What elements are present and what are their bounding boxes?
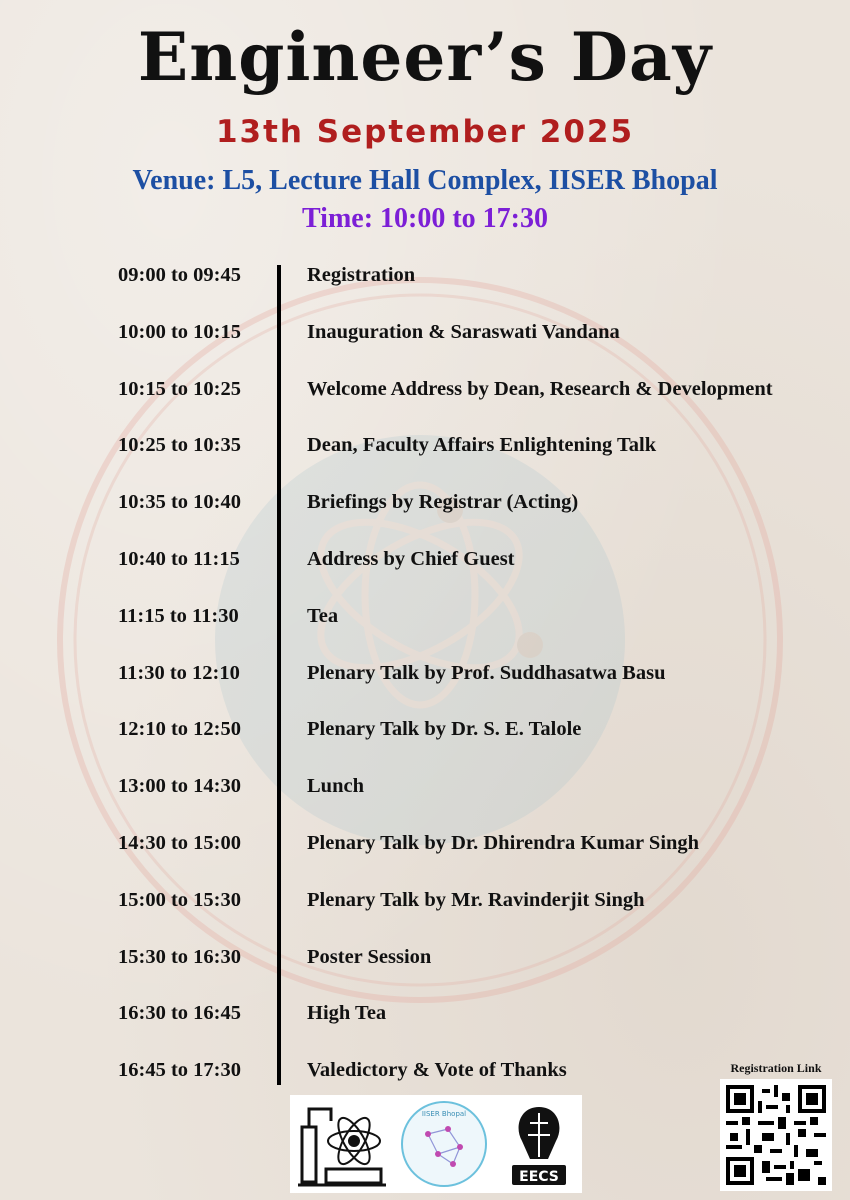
schedule-time: 10:40 to 11:15 — [118, 547, 240, 570]
schedule-event: Welcome Address by Dean, Research & Development — [307, 377, 773, 400]
logo-text: EECS — [519, 1169, 559, 1185]
schedule-event: Lunch — [307, 775, 364, 798]
schedule-event: Poster Session — [307, 945, 432, 968]
schedule-time: 13:00 to 14:30 — [118, 775, 241, 798]
event-date: 13th September 2025 — [215, 114, 635, 150]
logo-text: IISER Bhopal — [421, 1110, 467, 1118]
schedule-event: Registration — [307, 264, 416, 286]
registration-qr-code[interactable] — [720, 1079, 832, 1191]
schedule-row — [0, 548, 850, 605]
schedule-row — [0, 491, 850, 548]
schedule-event: Valedictory & Vote of Thanks — [307, 1059, 567, 1082]
schedule-time: 12:10 to 12:50 — [118, 718, 241, 741]
engineering-logo — [296, 1099, 388, 1189]
schedule-row — [0, 378, 850, 435]
schedule-row — [0, 662, 850, 719]
schedule-row — [0, 605, 850, 662]
schedule-time: 10:25 to 10:35 — [118, 434, 241, 457]
schedule-time: 14:30 to 15:00 — [118, 831, 241, 854]
schedule-row — [0, 718, 850, 775]
schedule-event: Briefings by Registrar (Acting) — [307, 491, 579, 514]
schedule-row — [0, 889, 850, 946]
schedule-time: 09:00 to 09:45 — [118, 264, 241, 286]
event-venue: Venue: L5, Lecture Hall Complex, IISER Bhopal — [132, 165, 718, 196]
schedule-time: 11:30 to 12:10 — [118, 661, 240, 684]
schedule-row — [0, 775, 850, 832]
data-science-logo — [398, 1099, 490, 1189]
schedule-event: Plenary Talk by Dr. S. E. Talole — [307, 718, 582, 741]
schedule-time: 10:00 to 10:15 — [118, 320, 241, 343]
schedule-time: 11:15 to 11:30 — [118, 604, 239, 627]
schedule-event: Plenary Talk by Dr. Dhirendra Kumar Singh — [307, 831, 700, 854]
schedule-event: Inauguration & Saraswati Vandana — [307, 320, 620, 343]
schedule-time: 16:45 to 17:30 — [118, 1059, 241, 1082]
schedule-time: 15:30 to 16:30 — [118, 945, 241, 968]
event-title: Engineer’s Day — [137, 18, 713, 96]
schedule-time: 15:00 to 15:30 — [118, 888, 241, 911]
schedule-event: High Tea — [307, 1002, 387, 1025]
department-logos — [290, 1095, 582, 1193]
schedule-row — [0, 832, 850, 889]
registration-link-label: Registration Link — [730, 1061, 822, 1075]
schedule-event: Tea — [307, 604, 339, 627]
schedule-event: Plenary Talk by Mr. Ravinderjit Singh — [307, 888, 645, 911]
schedule-event: Address by Chief Guest — [307, 547, 515, 570]
schedule-event: Dean, Faculty Affairs Enlightening Talk — [307, 434, 657, 457]
schedule-list — [0, 264, 850, 1116]
eecs-logo — [500, 1099, 578, 1189]
schedule-row — [0, 264, 850, 321]
schedule-time: 10:15 to 10:25 — [118, 377, 241, 400]
schedule-row — [0, 1002, 850, 1059]
schedule-row — [0, 434, 850, 491]
schedule-time: 16:30 to 16:45 — [118, 1002, 241, 1025]
schedule-row — [0, 321, 850, 378]
event-time: Time: 10:00 to 17:30 — [302, 203, 548, 234]
schedule-time: 10:35 to 10:40 — [118, 491, 241, 514]
schedule-event: Plenary Talk by Prof. Suddhasatwa Basu — [307, 661, 666, 684]
schedule-row — [0, 946, 850, 1003]
